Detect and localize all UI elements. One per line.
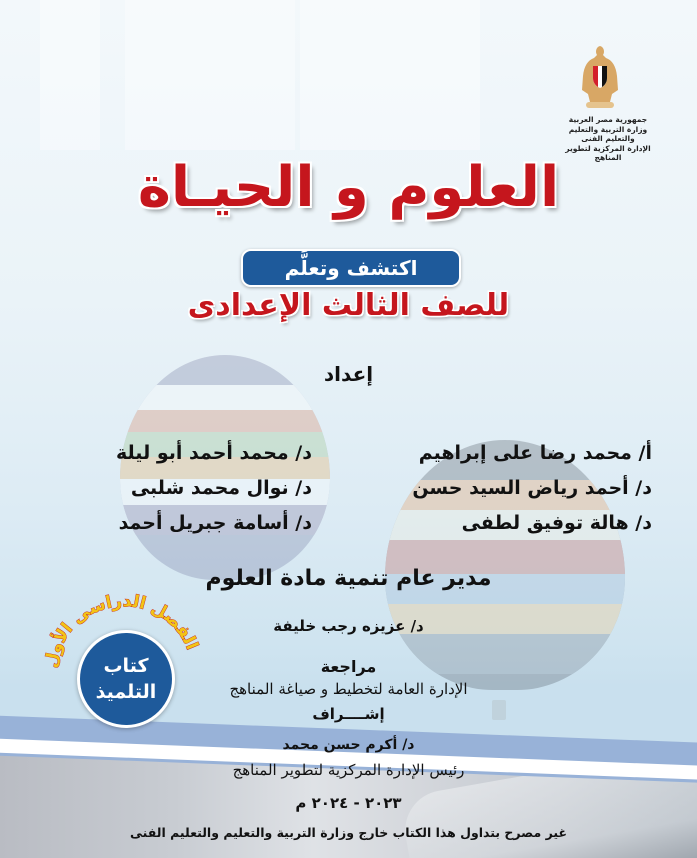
badge-line-2: التلميذ [95,681,157,703]
authors-left-column [116,436,312,541]
review-title: مراجعة [320,657,377,676]
department-name: الإدارة المركزية لتطوير المناهج [565,143,651,162]
authors-right-column [412,436,652,541]
background-panel [300,0,480,150]
grade-label: للصف الثالث الإعدادى [187,288,510,323]
author-name: د/ أسامة جبريل أحمد [118,512,312,534]
book-title: العلوم و الحيـاة [137,155,560,220]
director-name: د/ عزيزه رجب خليفة [273,617,424,635]
ministry-name: وزارة التربية والتعليم [568,124,648,134]
distribution-notice: غير مصرح بتداول هذا الكتاب خارج وزارة التربية والتعليم والتعليم الفنى [130,825,567,840]
director-title: مدير عام تنمية مادة العلوم [205,566,492,591]
author-name: د/ هالة توفيق لطفى [461,512,652,534]
student-book-badge [77,630,175,728]
author-name: د/ نوال محمد شلبى [130,477,312,499]
background-panel [40,0,100,150]
academic-year: ٢٠٢٣ - ٢٠٢٤ م [295,794,402,812]
badge-line-1: كتاب [103,655,149,677]
series-pill: اكتشف وتعلَّم [241,249,461,287]
country-name: جمهورية مصر العربية [568,115,648,124]
review-department: الإدارة العامة لتخطيط و صياغة المناهج [229,680,468,698]
supervision-title: إشــــراف [312,705,385,723]
supervisor-role: رئيس الإدارة المركزية لتطوير المناهج [232,761,465,779]
author-name: د/ محمد أحمد أبو ليلة [116,442,312,464]
svg-text:الفصل الدراسى الأول: الفصل الدراسى الأول [41,591,202,670]
supervisor-name: د/ أكرم حسن محمد [282,737,415,753]
author-name: أ/ محمد رضا على إبراهيم [418,442,652,464]
egypt-eagle-emblem-icon [580,44,620,114]
author-name: د/ أحمد رياض السيد حسن [412,477,652,499]
background-panel [125,0,295,150]
prepared-by-label: إعداد [323,362,374,386]
ministry-name-cont: والتعليم الفنى [581,134,635,143]
